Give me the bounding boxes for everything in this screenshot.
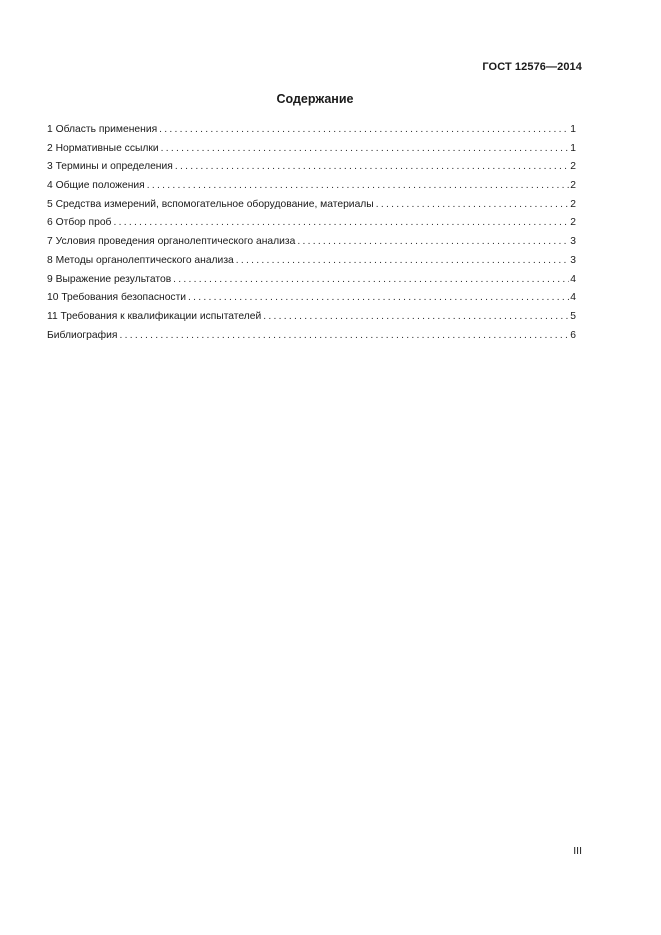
toc-leader-dots	[188, 292, 569, 303]
toc-entry[interactable]	[47, 124, 576, 143]
toc-leader-dots	[236, 255, 570, 266]
toc-entry-label: 7 Условия проведения органолептического анализа	[47, 236, 296, 248]
toc-entry-page: 2	[570, 198, 576, 210]
toc-leader-dots	[173, 274, 569, 285]
toc-leader-dots	[297, 236, 569, 247]
toc-entry[interactable]	[47, 255, 576, 274]
toc-entry-page: 2	[570, 161, 576, 173]
toc-entry-page: 3	[570, 254, 576, 266]
toc-entry-page: 3	[570, 236, 576, 248]
toc-leader-dots	[263, 311, 569, 322]
toc-leader-dots	[147, 180, 570, 191]
toc-entry[interactable]	[47, 217, 576, 236]
toc-leader-dots	[175, 161, 569, 172]
toc-leader-dots	[119, 330, 569, 341]
toc-leader-dots	[161, 143, 570, 154]
toc-entry-label: 9 Выражение результатов	[47, 273, 172, 285]
toc-entry-page: 2	[570, 217, 576, 229]
toc-entry-label: Библиография	[47, 329, 118, 341]
toc-leader-dots	[113, 217, 569, 228]
toc-entry-page: 4	[570, 273, 576, 285]
toc-entry-label: 8 Методы органолептического анализа	[47, 254, 234, 266]
toc-entry-label: 6 Отбор проб	[47, 217, 112, 229]
toc-entry[interactable]	[47, 292, 576, 311]
toc-entry-page: 5	[570, 310, 576, 322]
toc-leader-dots	[376, 199, 570, 210]
toc-entry-page: 2	[570, 180, 576, 192]
toc-entry[interactable]	[47, 143, 576, 162]
toc-entry-label: 1 Область применения	[47, 124, 158, 135]
toc-entry-page: 4	[570, 292, 576, 304]
toc-entry-label: 3 Термины и определения	[47, 161, 173, 173]
page-number: III	[573, 845, 582, 857]
toc-entry-page: 6	[570, 329, 576, 341]
table-of-contents	[47, 124, 576, 348]
toc-entry-label: 2 Нормативные ссылки	[47, 142, 159, 154]
toc-entry[interactable]	[47, 199, 576, 218]
toc-entry-label: 11 Требования к квалификации испытателей	[47, 310, 262, 322]
toc-entry-label: 5 Средства измерений, вспомогательное оборудование, материалы	[47, 198, 374, 210]
standard-code: ГОСТ 12576—2014	[482, 61, 582, 73]
toc-entry[interactable]	[47, 330, 576, 349]
toc-entry[interactable]	[47, 161, 576, 180]
toc-entry[interactable]	[47, 236, 576, 255]
toc-entry-page: 1	[570, 142, 576, 154]
toc-title: Содержание	[276, 92, 354, 106]
toc-entry-label: 4 Общие положения	[47, 180, 145, 192]
toc-entry[interactable]	[47, 180, 576, 199]
toc-entry[interactable]	[47, 311, 576, 330]
toc-entry[interactable]	[47, 274, 576, 293]
toc-entry-label: 10 Требования безопасности	[47, 292, 187, 304]
toc-entry-page: 1	[570, 124, 576, 135]
toc-leader-dots	[159, 124, 569, 135]
